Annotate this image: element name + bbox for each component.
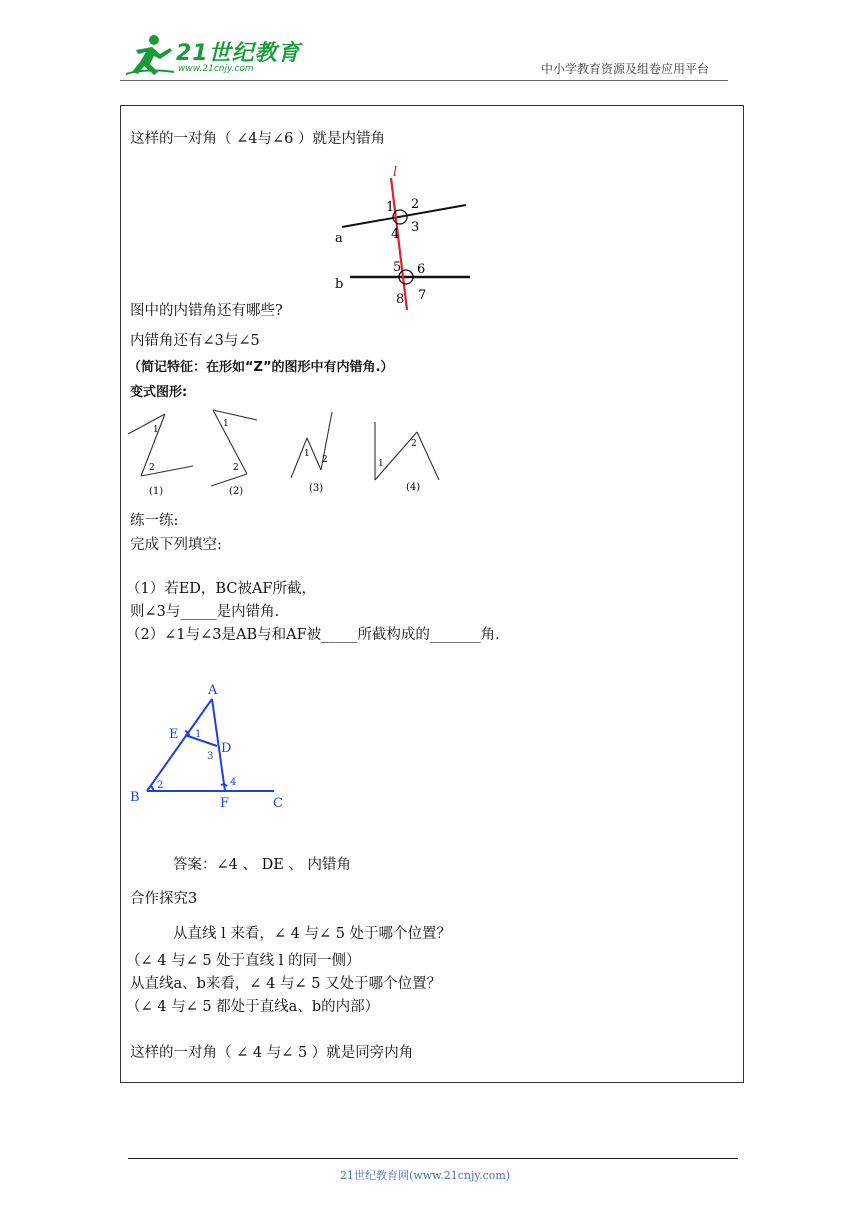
- svg-text:8: 8: [396, 292, 405, 307]
- answer-from-l: （∠ 4 与∠ 5 处于直线 l 的同一侧）: [126, 953, 361, 969]
- logo-text: 21世纪教育: [176, 41, 301, 66]
- variant-3: [291, 412, 332, 478]
- question-from-ab: 从直线a、b来看，∠ 4 与∠ 5 又处于哪个位置？: [130, 976, 442, 992]
- answer-line: 答案：∠4 、 DE 、 内错角: [173, 857, 352, 873]
- svg-text:1: 1: [153, 425, 159, 435]
- svg-text:1: 1: [304, 449, 310, 459]
- footer-divider: [128, 1158, 738, 1159]
- svg-text:4: 4: [230, 777, 237, 788]
- svg-text:D: D: [221, 741, 232, 756]
- svg-text:C: C: [273, 796, 283, 810]
- svg-text:(1): (1): [149, 486, 164, 497]
- svg-text:1: 1: [223, 419, 229, 429]
- variants-title: 变式图形:: [130, 385, 188, 400]
- line-a: [342, 205, 466, 227]
- footer-text[interactable]: 21世纪教育网(www.21cnjy.com): [340, 1169, 511, 1182]
- variant-4: [375, 422, 439, 480]
- svg-text:1: 1: [386, 200, 395, 215]
- logo-url: www.21cnjy.com: [178, 64, 254, 74]
- triangle-figure: [125, 680, 295, 810]
- svg-text:1: 1: [378, 459, 384, 469]
- svg-text:6: 6: [417, 262, 426, 277]
- svg-text:2: 2: [149, 463, 155, 473]
- variant-2: [211, 410, 257, 486]
- transversal-figure: [330, 160, 480, 310]
- variant-1: [128, 414, 193, 476]
- header-divider: [120, 80, 728, 81]
- svg-text:4: 4: [391, 227, 400, 242]
- question-1-line-1: （1）若ED，BC被AF所截，: [126, 581, 316, 597]
- svg-text:3: 3: [411, 220, 420, 235]
- svg-text:2: 2: [233, 463, 239, 473]
- svg-text:(4): (4): [406, 482, 421, 493]
- question-from-l: 从直线 l 来看，∠ 4 与∠ 5 处于哪个位置？: [173, 926, 452, 942]
- answer-other-angles: 内错角还有∠3与∠5: [130, 333, 260, 349]
- question-other-angles: 图中的内错角还有哪些?: [130, 303, 283, 319]
- variant-figures: [125, 404, 455, 500]
- same-side-definition: 这样的一对角（ ∠ 4 与∠ 5 ）就是同旁内角: [130, 1045, 414, 1061]
- label-a: a: [335, 231, 343, 246]
- answer-from-ab: （∠ 4 与∠ 5 都处于直线a、b的内部）: [126, 999, 380, 1015]
- header: [0, 0, 860, 100]
- svg-text:F: F: [220, 796, 230, 810]
- svg-text:1: 1: [195, 729, 202, 740]
- cooperative-title: 合作探究3: [130, 891, 198, 907]
- fill-title: 完成下列填空:: [130, 537, 222, 553]
- z-shape-note: （简记特征：在形如“Z”的图形中有内错角.）: [128, 360, 394, 375]
- svg-text:2: 2: [411, 197, 420, 212]
- svg-text:E: E: [169, 727, 179, 742]
- svg-text:2: 2: [157, 780, 164, 791]
- svg-text:(3): (3): [309, 483, 324, 494]
- question-2: （2）∠1与∠3是AB与和AF被_____所截构成的_______角.: [126, 627, 500, 643]
- platform-name: 中小学教育资源及组卷应用平台: [541, 62, 710, 76]
- inner-angle-definition: 这样的一对角（ ∠4与∠6 ）就是内错角: [130, 131, 385, 147]
- svg-text:7: 7: [418, 288, 427, 303]
- question-1-line-2: 则∠3与_____是内错角.: [130, 604, 280, 620]
- practice-title: 练一练:: [130, 513, 179, 529]
- label-b: b: [335, 277, 344, 292]
- svg-text:2: 2: [322, 455, 328, 465]
- line-l: [391, 178, 407, 310]
- svg-text:3: 3: [207, 751, 214, 762]
- svg-text:A: A: [208, 683, 218, 698]
- label-l: l: [393, 165, 398, 180]
- svg-text:B: B: [130, 790, 140, 805]
- runner-logo-icon: [126, 34, 176, 78]
- svg-text:(2): (2): [229, 486, 244, 497]
- svg-text:2: 2: [411, 439, 417, 449]
- svg-text:5: 5: [393, 260, 402, 275]
